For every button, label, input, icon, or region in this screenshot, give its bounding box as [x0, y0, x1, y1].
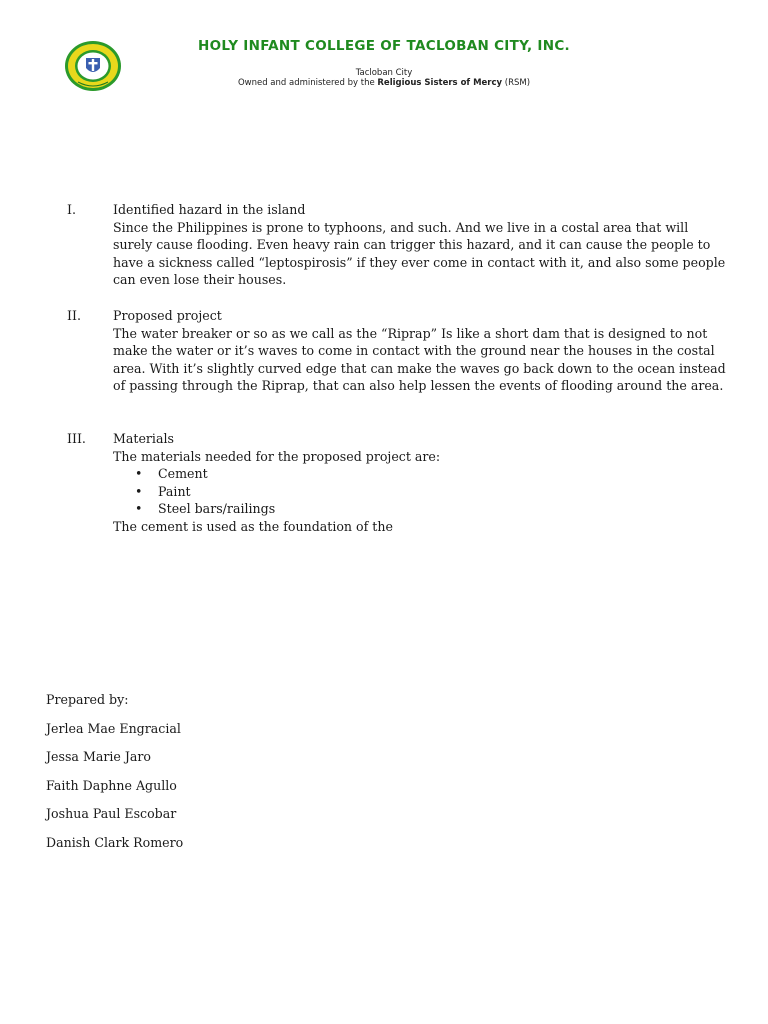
owner-congregation: Religious Sisters of Mercy: [377, 78, 503, 88]
section-heading: Proposed project: [113, 308, 222, 323]
section-line: can even lose their houses.: [113, 272, 287, 288]
bullet-dot: •: [135, 483, 143, 499]
school-location: Tacloban City: [355, 68, 413, 78]
author-name: Joshua Paul Escobar: [46, 806, 177, 822]
bullet-dot: •: [135, 466, 143, 482]
prepared-by-block: [46, 691, 446, 863]
material-name: Steel bars/railings: [158, 501, 276, 517]
section-intro: The materials needed for the proposed project are:: [113, 448, 441, 464]
section-line: have a sickness called “leptospirosis” if they ever come in contact with it, and also some people: [113, 254, 726, 270]
section-line: surely cause flooding. Even heavy rain can trigger this hazard, and it can cause the people to: [113, 237, 711, 253]
section-heading: Materials: [113, 431, 174, 446]
author-name: Faith Daphne Agullo: [46, 777, 177, 793]
section-heading: Identified hazard in the island: [113, 202, 306, 217]
section-number: II.: [67, 308, 81, 323]
school-owner-line: [0, 78, 768, 88]
section-hazard: [67, 201, 727, 289]
section-number: III.: [67, 431, 86, 446]
section-line: make the water or it’s waves to come in contact with the ground near the houses in the costal: [113, 343, 715, 359]
owner-suffix: (RSM): [502, 78, 531, 88]
bullet-dot: •: [135, 501, 143, 517]
section-line: Since the Philippines is prone to typhoons, and such. And we live in a costal area that will: [113, 219, 689, 235]
section-line: The water breaker or so as we call as the “Riprap” Is like a short dam that is designed to not: [113, 325, 708, 341]
author-name: Jessa Marie Jaro: [46, 749, 152, 765]
section-materials: [67, 430, 727, 536]
section-number: I.: [67, 202, 76, 217]
list-item: [135, 465, 727, 483]
materials-list: [113, 465, 727, 518]
material-name: Cement: [158, 466, 208, 482]
author-name: Jerlea Mae Engracial: [46, 720, 181, 736]
list-item: [135, 500, 727, 518]
material-name: Paint: [158, 483, 191, 499]
owner-prefix: Owned and administered by the: [237, 78, 378, 88]
materials-trailing-text: The cement is used as the foundation of the: [113, 518, 393, 534]
author-name: Danish Clark Romero: [46, 834, 184, 850]
section-line: of passing through the Riprap, that can also help lessen the events of flooding around the area.: [113, 378, 724, 394]
prepared-by-label: Prepared by:: [46, 692, 129, 707]
school-name: HOLY INFANT COLLEGE OF TACLOBAN CITY, INC.: [198, 38, 570, 54]
section-line: area. With it’s slightly curved edge that can make the waves go back down to the ocean instead: [113, 360, 726, 376]
section-proposed-project: [67, 307, 727, 395]
list-item: [135, 483, 727, 501]
